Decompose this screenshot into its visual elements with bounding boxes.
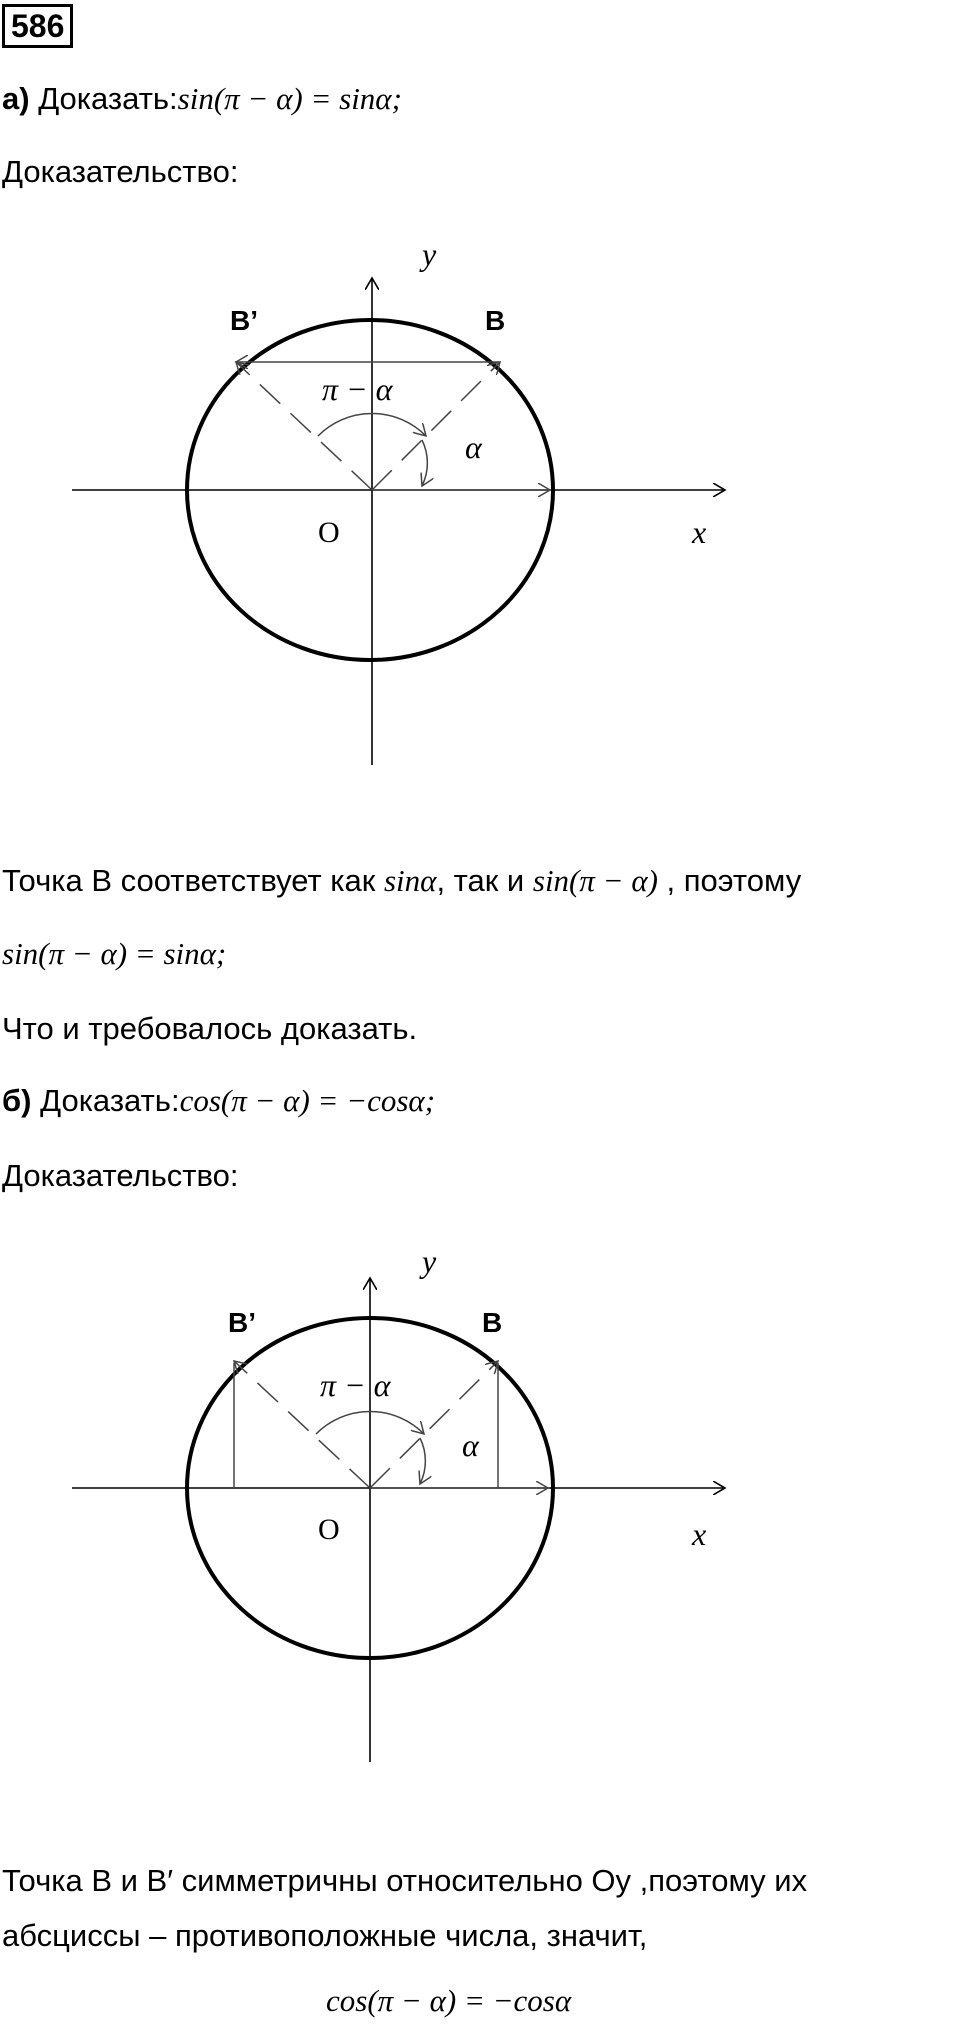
label-alpha: α — [462, 1427, 479, 1463]
label-origin: O — [318, 516, 340, 549]
part-a-prefix: Доказать: — [38, 81, 178, 116]
angle-arc-alpha — [420, 1438, 425, 1484]
label-alpha: α — [465, 429, 482, 465]
part-b-proof-heading: Доказательство: — [2, 1158, 239, 1193]
part-b-final-formula: cos(π − α) = −cosα — [326, 1983, 572, 2018]
label-y: y — [422, 1243, 437, 1279]
part-b-label: б) — [2, 1083, 32, 1118]
part-b-prefix: Доказать: — [40, 1083, 180, 1118]
part-b-conclusion-line1: Точка B и B′ симметричны относительно Oy ,поэтому их — [2, 1863, 808, 1898]
part-b-formula: cos(π − α) = −cosα; — [179, 1083, 436, 1118]
conclusion-a-mid: , так и — [436, 863, 525, 898]
label-point-b-prime: B’ — [230, 305, 258, 336]
part-a-label: а) — [2, 81, 30, 116]
part-b-statement — [2, 1082, 435, 1119]
angle-arc-alpha — [422, 440, 427, 486]
conclusion-a-end: , поэтому — [666, 863, 802, 898]
problem-number: 586 — [2, 4, 73, 48]
part-a-conclusion-line2: sin(π − α) = sinα; — [2, 936, 227, 971]
conclusion-a-text: Точка B соответствует как — [2, 863, 376, 898]
part-a-formula: sin(π − α) = sinα; — [177, 81, 402, 116]
part-a-proof-heading: Доказательство: — [2, 154, 239, 189]
label-pi-minus-alpha: π − α — [320, 1367, 391, 1403]
label-origin: O — [318, 1513, 340, 1546]
label-point-b: B — [482, 1307, 503, 1338]
label-y: y — [422, 236, 437, 272]
conclusion-a-math-1: sinα — [383, 863, 437, 898]
part-a-conclusion-line1 — [2, 862, 801, 899]
label-x: x — [692, 514, 707, 550]
label-x: x — [692, 1516, 707, 1552]
unit-circle-diagram-b — [0, 1232, 960, 1792]
unit-circle-diagram-a — [0, 230, 960, 790]
label-point-b: B — [485, 305, 506, 336]
label-pi-minus-alpha: π − α — [322, 371, 393, 407]
label-point-b-prime: B’ — [228, 1307, 256, 1338]
part-a-qed: Что и требовалось доказать. — [2, 1011, 418, 1046]
part-a-statement — [2, 80, 402, 117]
conclusion-a-math-2: sin(π − α) — [532, 863, 658, 898]
part-b-conclusion-line2: абсциссы – противоположные числа, значит, — [2, 1918, 648, 1953]
